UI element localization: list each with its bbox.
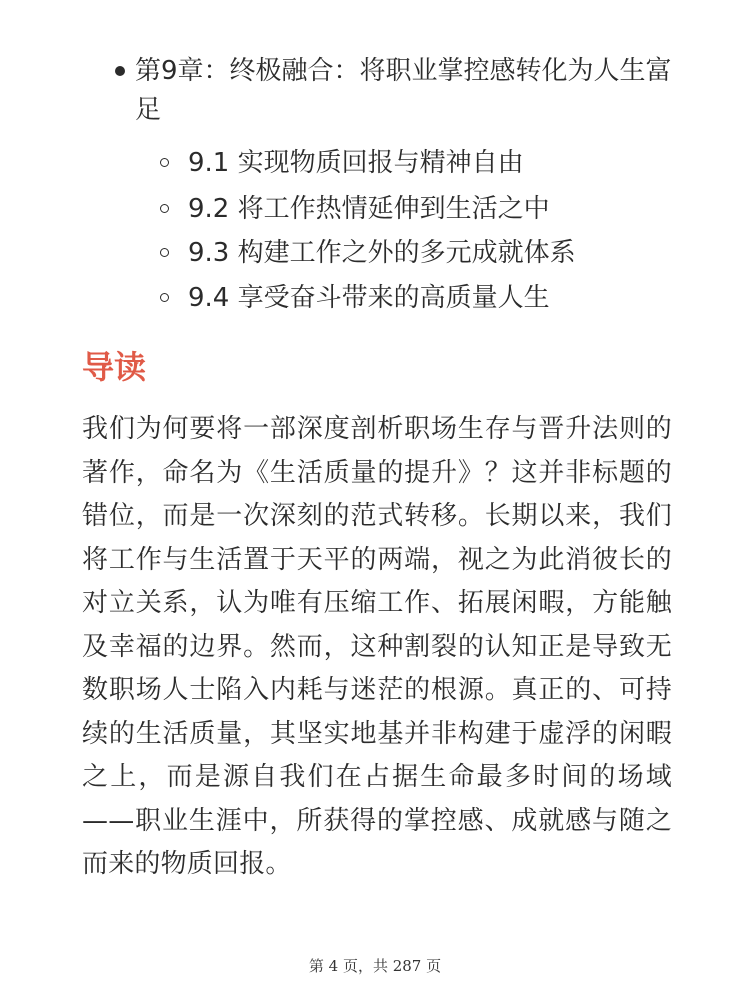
hollow-bullet-icon <box>160 293 169 302</box>
hollow-bullet-icon <box>160 158 169 167</box>
page-indicator: 第 4 页，共 287 页 <box>308 957 442 975</box>
section-label: 9.3 构建工作之外的多元成就体系 <box>188 238 576 268</box>
bullet-dot-icon <box>115 66 125 76</box>
toc-section-item <box>160 190 660 230</box>
intro-paragraph: 我们为何要将一部深度剖析职场生存与晋升法则的著作，命名为《生活质量的提升》？这并非标题的错位，而是一次深刻的范式转移。长期以来，我们将工作与生活置于天平的两端，视之为此消彼长的对立关系，认为唯有压缩工作、拓展闲暇，方能触及幸福的边界。然而，这种割裂的认知正是导致无数职场人士陷入内耗与迷茫的根源。真正的、可持续的生活质量，其坚实地基并非构建于虚浮的闲暇之上，而是源自我们在占据生命最多时间的场域——职业生涯中，所获得的掌控感、成就感与随之而来的物质回报。 <box>82 414 672 879</box>
chapter-title: 第9章：终极融合：将职业掌控感转化为人生富足 <box>135 56 672 125</box>
hollow-bullet-icon <box>160 248 169 257</box>
intro-heading: 导读 <box>82 348 147 386</box>
toc-section-item <box>160 234 660 274</box>
hollow-bullet-icon <box>160 204 169 213</box>
toc-section-item <box>160 279 660 319</box>
toc-section-item <box>160 144 660 184</box>
section-label: 9.2 将工作热情延伸到生活之中 <box>188 194 550 224</box>
section-label: 9.1 实现物质回报与精神自由 <box>188 148 524 178</box>
section-label: 9.4 享受奋斗带来的高质量人生 <box>188 283 550 313</box>
